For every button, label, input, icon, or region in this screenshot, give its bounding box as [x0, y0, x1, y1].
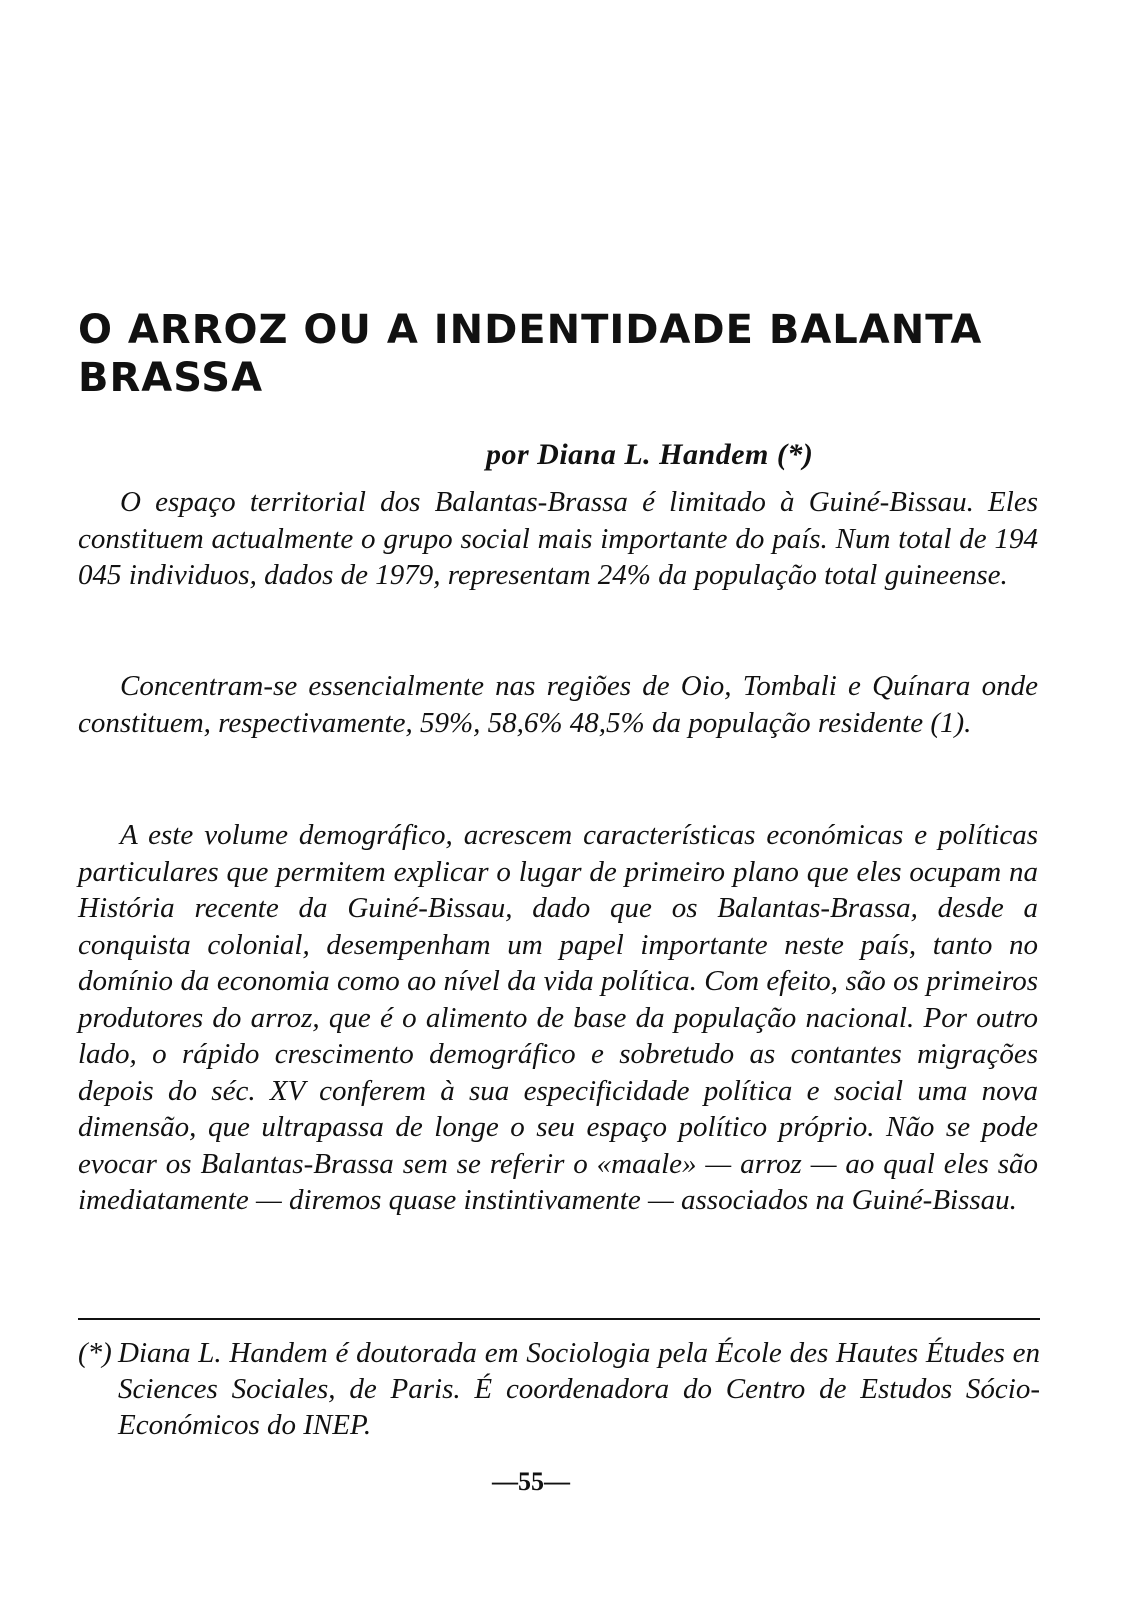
- footnote-marker: (*): [78, 1337, 112, 1369]
- footnote: [78, 1335, 1040, 1443]
- page-number: —55—: [492, 1467, 570, 1496]
- article-title: O ARROZ OU A INDENTIDADE BALANTA BRASSA: [78, 307, 983, 401]
- paragraph-1: O espaço territorial dos Balantas-Brassa é limitado à Guiné-Bissau. Eles constituem actualmente o grupo social mais importante do país. Num total de 194 045 individuos, dados de 1979, representam 24% da população total guineense.: [78, 486, 1038, 591]
- paragraph-2: Concentram-se essencialmente nas regiões de Oio, Tombali e Quínara onde constituem, respectivamente, 59%, 58,6% 48,5% da população residente (1).: [78, 670, 1038, 739]
- footnote-divider: [78, 1318, 1040, 1320]
- footnote-text: Diana L. Handem é doutorada em Sociologia pela École des Hautes Études en Sciences Sociales, de Paris. É coordenadora do Centro de Estudos Sócio-Económicos do INEP.: [118, 1337, 1040, 1441]
- author-byline: por Diana L. Handem (*): [486, 438, 814, 471]
- paragraph-3: A este volume demográfico, acrescem características económicas e políticas particulares que permitem explicar o lugar de primeiro plano que eles ocupam na História recente da Guiné-Bissau, dado que os Balantas-Brassa, desde a conquista colonial, desempenham um papel importante neste país, tanto no domínio da economia como ao nível da vida política. Com efeito, são os primeiros produtores do arroz, que é o alimento de base da população nacional. Por outro lado, o rápido crescimento demográfico e sobretudo as contantes migrações depois do séc. XV conferem à sua especificidade política e social uma nova dimensão, que ultrapassa de longe o seu espaço político próprio. Não se pode evocar os Balantas-Brassa sem se referir o «maale» — arroz — ao qual eles são imediatamente — diremos quase instintivamente — associados na Guiné-Bissau.: [78, 819, 1038, 1216]
